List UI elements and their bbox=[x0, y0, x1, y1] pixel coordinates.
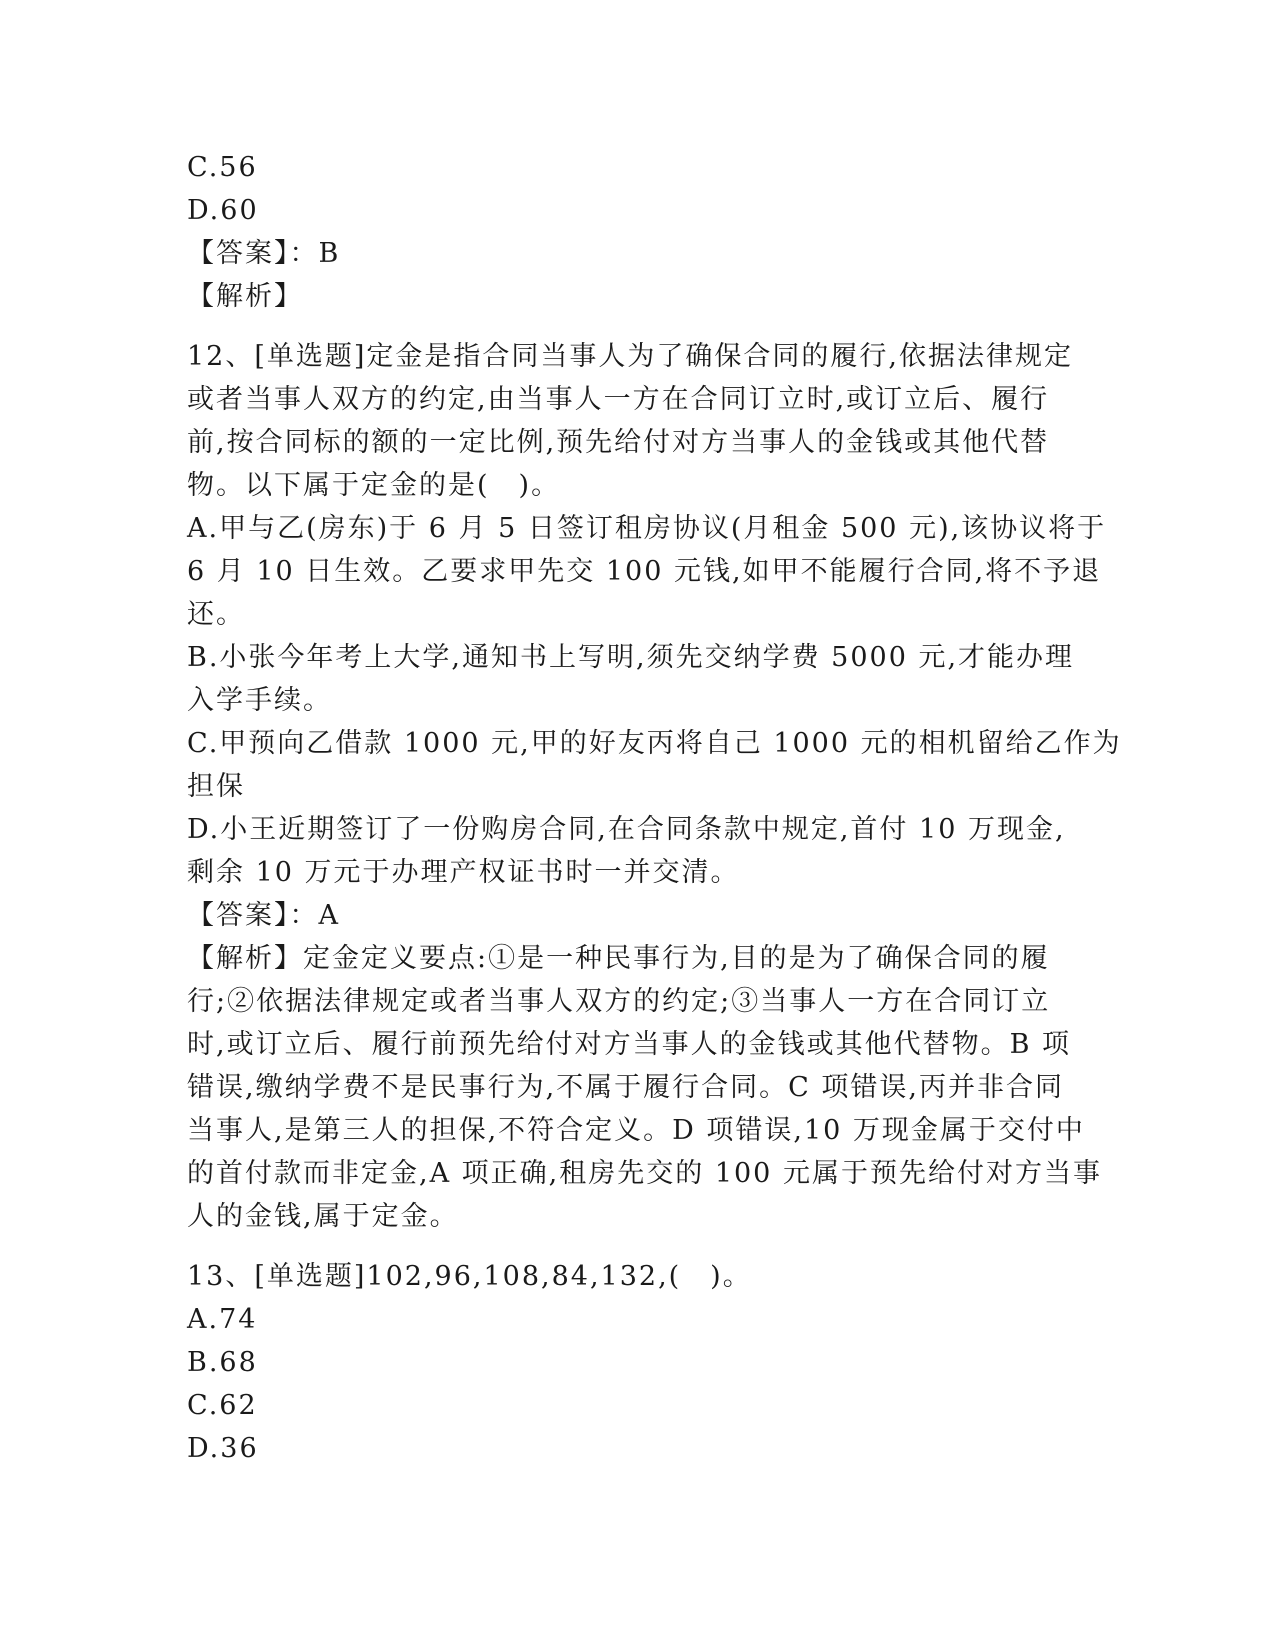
option-c-line: C.甲预向乙借款 1000 元,甲的好友丙将自己 1000 元的相机留给乙作为 bbox=[187, 728, 1122, 759]
option-a-line: 6 月 10 日生效。乙要求甲先交 100 元钱,如甲不能履行合同,将不予退 bbox=[187, 556, 1102, 587]
option-a-line: 还。 bbox=[187, 599, 245, 630]
option-a-line: A.甲与乙(房东)于 6 月 5 日签订租房协议(月租金 500 元),该协议将于 bbox=[187, 513, 1107, 544]
document-page bbox=[187, 146, 1122, 1470]
analysis-line: 时,或订立后、履行前预先给付对方当事人的金钱或其他代替物。B 项 bbox=[187, 1029, 1072, 1060]
question-stem-line: 13、[单选题]102,96,108,84,132,( )。 bbox=[187, 1261, 752, 1292]
option-c-line: 担保 bbox=[187, 771, 245, 802]
option-c: C.56 bbox=[187, 152, 258, 183]
analysis-line: 人的金钱,属于定金。 bbox=[187, 1201, 459, 1232]
option-b-line: 入学手续。 bbox=[187, 685, 332, 716]
question-stem-line: 前,按合同标的额的一定比例,预先给付对方当事人的金钱或其他代替 bbox=[187, 427, 1050, 458]
answer-label: 【答案】：B bbox=[187, 238, 341, 269]
option-b: B.68 bbox=[187, 1347, 258, 1378]
analysis-line: 行;②依据法律规定或者当事人双方的约定;③当事人一方在合同订立 bbox=[187, 986, 1051, 1017]
option-d: D.36 bbox=[187, 1433, 259, 1464]
question-stem-line: 12、[单选题]定金是指合同当事人为了确保合同的履行,依据法律规定 bbox=[187, 341, 1074, 372]
analysis-line: 的首付款而非定金,A 项正确,租房先交的 100 元属于预先给付对方当事 bbox=[187, 1158, 1102, 1189]
option-d-line: D.小王近期签订了一份购房合同,在合同条款中规定,首付 10 万现金, bbox=[187, 814, 1066, 845]
question-12 bbox=[187, 335, 1122, 1238]
analysis-line: 当事人,是第三人的担保,不符合定义。D 项错误,10 万现金属于交付中 bbox=[187, 1115, 1085, 1146]
analysis-label: 【解析】 bbox=[187, 281, 303, 312]
option-c: C.62 bbox=[187, 1390, 258, 1421]
option-b-line: B.小张今年考上大学,通知书上写明,须先交纳学费 5000 元,才能办理 bbox=[187, 642, 1075, 673]
analysis-line: 错误,缴纳学费不是民事行为,不属于履行合同。C 项错误,丙并非合同 bbox=[187, 1072, 1064, 1103]
analysis-line: 【解析】定金定义要点:①是一种民事行为,目的是为了确保合同的履 bbox=[187, 943, 1050, 974]
question-13 bbox=[187, 1255, 1087, 1470]
option-d-line: 剩余 10 万元于办理产权证书时一并交清。 bbox=[187, 857, 740, 888]
question-stem-line: 物。以下属于定金的是( )。 bbox=[187, 470, 561, 501]
answer-label: 【答案】：A bbox=[187, 900, 340, 931]
question-stem-line: 或者当事人双方的约定,由当事人一方在合同订立时,或订立后、履行 bbox=[187, 384, 1050, 415]
option-a: A.74 bbox=[187, 1304, 258, 1335]
prev-question bbox=[187, 146, 1087, 318]
option-d: D.60 bbox=[187, 195, 259, 226]
